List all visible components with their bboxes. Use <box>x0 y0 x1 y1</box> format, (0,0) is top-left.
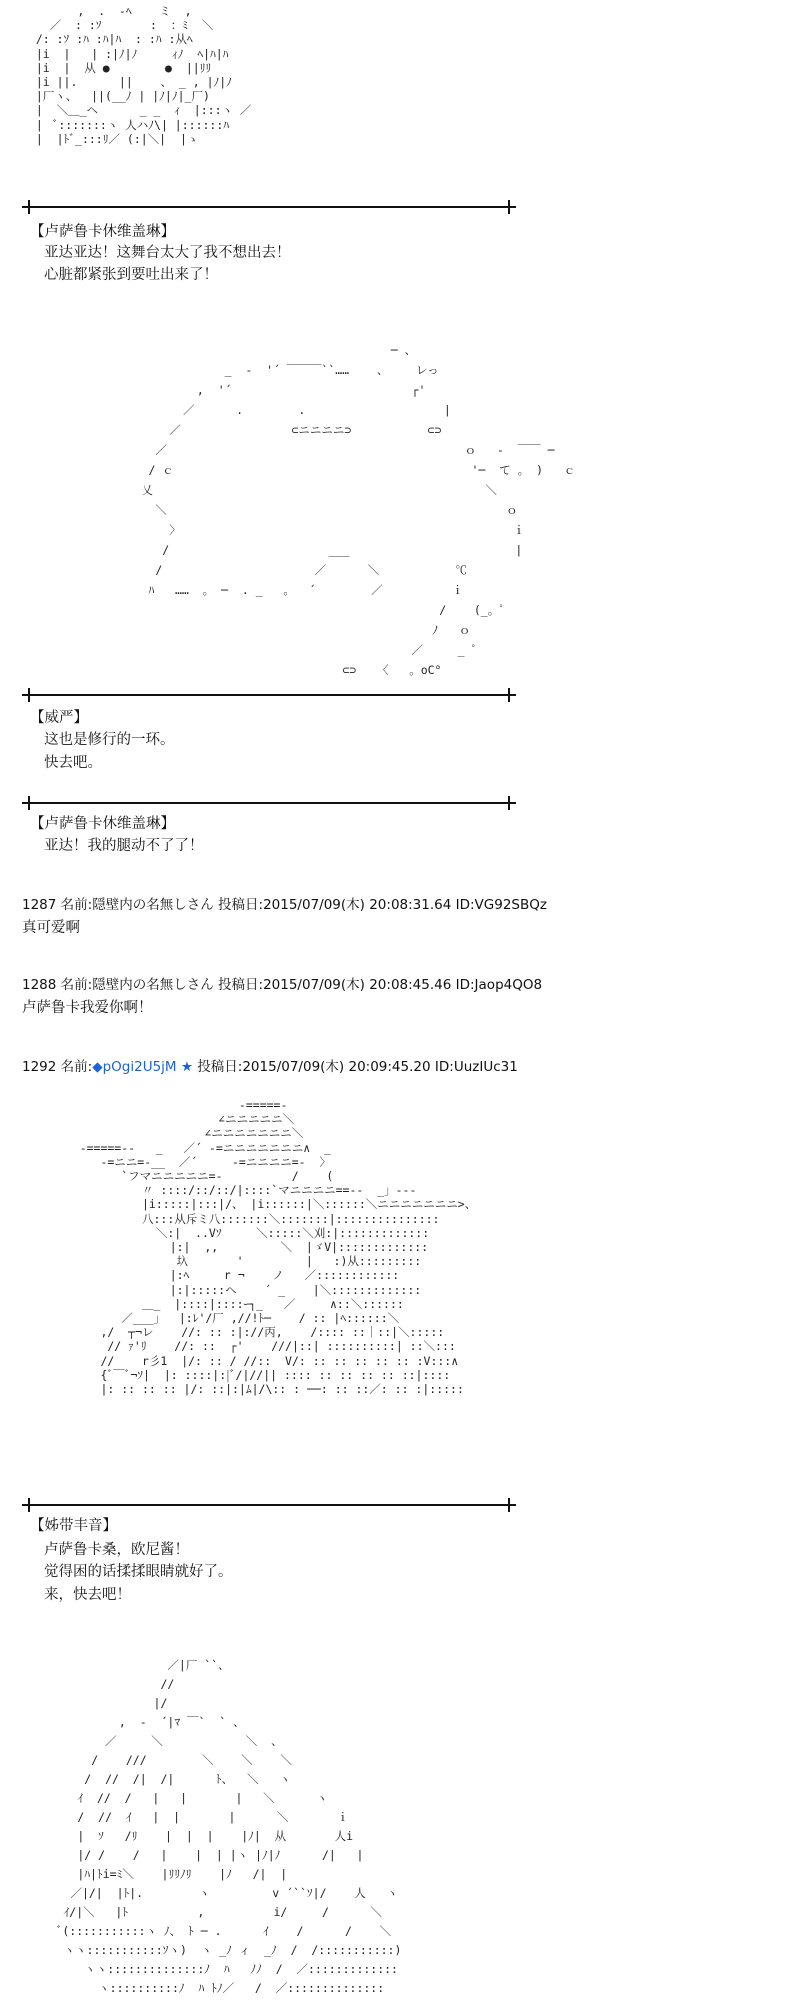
poster-name: 隠壁内の名無しさん <box>92 977 214 993</box>
post-header <box>22 1058 518 1076</box>
name-label: 名前: <box>60 897 93 913</box>
speaker-name: 【姊带丰音】 <box>30 1518 117 1534</box>
divider-4 <box>22 1504 516 1506</box>
ascii-art-character-2: ─ 、 _ - '´ ￣￣￣``…… 、 レっ , '´ ┌' ／ . . | ／ ⊂ニニニニ⊃ ⊂⊃ ／ ｏ - ￣￣ ─ / ｃ '─ て 。 ) ｃ 乂 ＼ ＼ ｏ 〉 ｉ / ___ | / ／ ＼ ℃ ﾊ …… 。 ─ . _ 。 ´ ／ ｉ / (_。ﾟ ﾉ ｏ ／ _ ﾟ ⊂⊃ 〈 。oC° <box>141 343 576 677</box>
dialogue-line: 心脏都紧张到要吐出来了！ <box>44 267 218 283</box>
ascii-art-character-1: , . -ﾍ ミ , ／ : :ｿ : ：ﾐ ＼ /: :ｿ :ﾊ :ﾊ|ﾊ : :ﾊ :从ﾍ |i | | :|ﾉ|ﾉ ｨﾉ ﾍ|ﾊ|ﾊ |i | 从 ● ● ||ﾘﾘ |i ||. || 、 _ , |ﾉ|ﾉ |厂ヽ、 ||(__ﾉ | |ﾉ|ﾉ|_厂) | ＼＿_ヘ _ _ ｨ |:::ヽ ／ | ﾞ:::::::ヽ 人ハﾉ\| |::::::ﾊ | |ﾄﾞ_:::ﾘ／ (:|＼| |ゝ <box>35 4 252 146</box>
post-body: 真可爱啊 <box>22 920 80 936</box>
post-body: 卢萨鲁卡我爱你啊！ <box>22 1000 153 1016</box>
name-label: 名前: <box>60 977 93 993</box>
divider-1 <box>22 206 516 208</box>
divider-2 <box>22 694 516 696</box>
speaker-name: 【卢萨鲁卡休维盖琳】 <box>30 816 175 832</box>
ascii-art-character-4: ／|厂 ``、 // |/ , - ´|ﾏ ￣` ` 、 ／ ＼ ＼ 、 / /// ＼ ＼ ＼ / // /| /| ﾄ、 ＼ ヽ ｲ // / | | | ＼ ヽ / // ｲ | | | ＼ ｉ | ｿ /ﾘ | | | |ﾉ| 从 人i |/ / / | | | |ヽ |ﾉ|ﾉ /| | |ﾊ|ﾄi=ﾐ＼ |ﾘﾘﾉﾘ |ﾉ /| | ／|/| |ﾄ|. ヽ v ´``ｿ|/ 人 ヽ ｲ/|＼ |ﾄ , i/ / ＼ ﾞ(:::::::::::ヽ ﾉ、 ﾄ ─ . ｲ / / ＼ ヽヽ:::::::::::ｿヽ) ヽ _ﾉ ィ _ﾉ / /:::::::::::) ヽヽ::::::::::::::ﾉ ﾊ ﾉﾉ / ／::::::::::::: ヽ::::::::::ﾉ ﾊ ﾄﾉ／ / ／:::::::::::::: <box>56 1658 402 1995</box>
post-header <box>22 896 547 914</box>
post-date: 2015/07/09(木) 20:09:45.20 <box>242 1059 431 1075</box>
dialogue-line: 亚达亚达！这舞台太大了我不想出去！ <box>44 245 291 261</box>
speaker-name: 【威严】 <box>30 710 88 726</box>
star-icon: ★ <box>180 1059 193 1075</box>
name-label: 名前: <box>60 1059 93 1075</box>
poster-id: ID:Jaop4QO8 <box>455 977 543 993</box>
dialogue-line: 来，快去吧！ <box>44 1587 131 1603</box>
dialogue-line: 这也是修行的一环。 <box>44 732 175 748</box>
post-date: 2015/07/09(木) 20:08:45.46 <box>263 977 452 993</box>
post-header <box>22 976 542 994</box>
post-number: 1292 <box>22 1059 57 1075</box>
poster-tripcode[interactable]: ◆pOgi2U5jM <box>92 1059 177 1075</box>
speaker-name: 【卢萨鲁卡休维盖琳】 <box>30 224 175 240</box>
divider-3 <box>22 802 516 804</box>
ascii-art-character-3: ‐=====‐ ∠ニニニニニ＼ ∠ニニニニニニニ＼ ‐=====‐- _ ／´ -=ニニニニニニニ∧ _ -=ニニ=-__ ／´ -=ニニニニ=‐ 〉 `フマニニニニニ=- / ( 〃 ::::/::/::/|::::`マニニニニ==-‐ _」‐‐‐ |i:::::|:::|/、 |i::::::|＼::::::＼ニニニニニニニ>、 八:::从斥ミ八:::::::＼:::::::|::::::::::::::: ＼:| ..Vｿ ＼:::::＼刈:|::::::::::::: |:| ,, ＼ |ゞV|::::::::::::: 圦 ' | :)从::::::::: |:ﾍ r ¬ ノ ／:::::::::::: |:|:::::ヘ ´ _ |＼::::::::::::: ＿_ |::::|::::ｰ┐_ ／ ∧::＼:::::: ／___」 |:ﾚ'/厂 ,//!ﾄ─ / :: |ﾍ::::::＼ ,/ ┬¬レ //: :: :|://丙, /:::: ::｜::|＼::::: // ｧ'ﾘ //: :: ┌' ///|::| ::::::::::| ::＼::: // r彡1 |/: :: / //:: V/: :: :: :: :: :: :V:::∧ {ﾞ￣ﾞ¬ｿ| |: ::::|:|ﾞ/|//|| :::: :: :: :: :: ::|:::: |: :: :: :: |/: ::|:|ﾑ|/\:: : ──: :: ::／: :: :|::::: <box>79 1098 477 1397</box>
post-number: 1288 <box>22 977 57 993</box>
post-number: 1287 <box>22 897 57 913</box>
date-label: 投稿日: <box>197 1059 243 1075</box>
post-date: 2015/07/09(木) 20:08:31.64 <box>263 897 452 913</box>
poster-id: ID:UuzIUc31 <box>434 1059 518 1075</box>
dialogue-line: 觉得困的话揉揉眼睛就好了。 <box>44 1564 233 1580</box>
date-label: 投稿日: <box>218 977 264 993</box>
dialogue-line: 快去吧。 <box>44 755 102 771</box>
date-label: 投稿日: <box>218 897 264 913</box>
dialogue-line: 亚达！我的腿动不了了！ <box>44 838 204 854</box>
dialogue-line: 卢萨鲁卡桑，欧尼酱！ <box>44 1542 189 1558</box>
poster-id: ID:VG92SBQz <box>455 897 547 913</box>
poster-name: 隠壁内の名無しさん <box>92 897 214 913</box>
